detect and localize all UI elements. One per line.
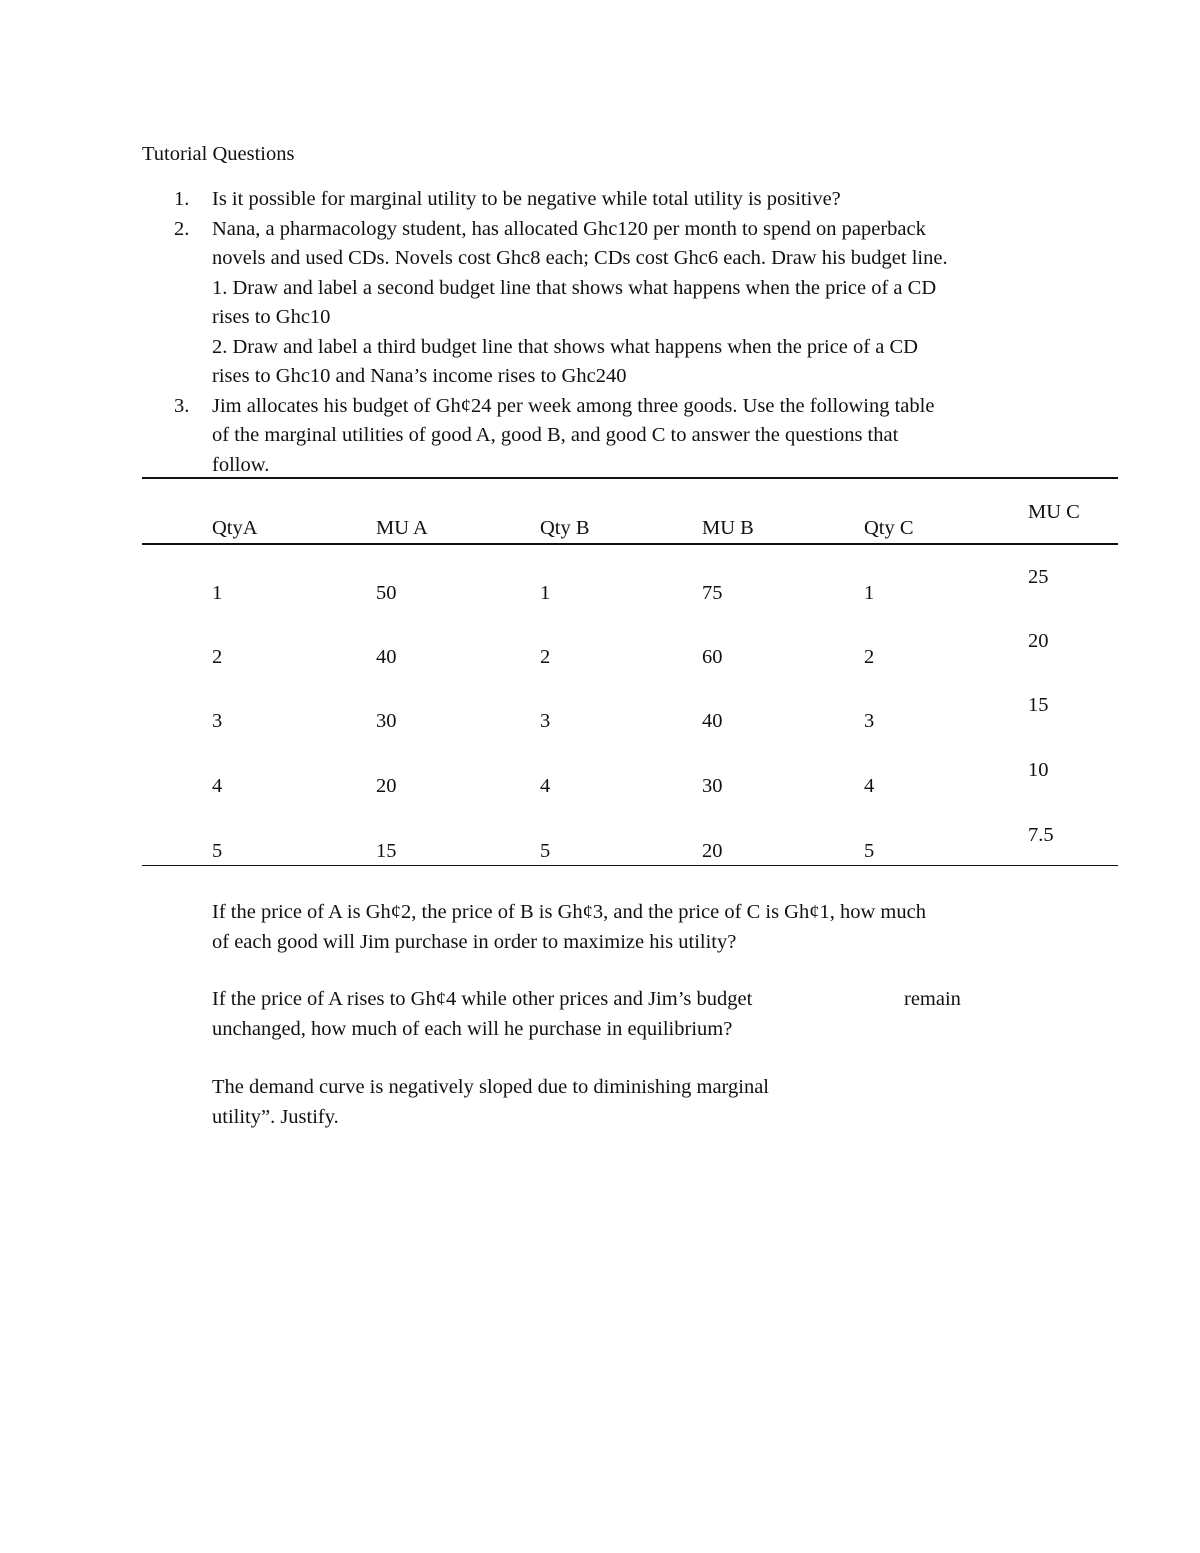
followup-question-1 (212, 898, 926, 957)
question-line: Is it possible for marginal utility to be negative while total utility is positive? (212, 188, 841, 210)
table-cell: 30 (376, 710, 397, 732)
table-cell: 3 (212, 710, 223, 732)
question-line: follow. (212, 453, 270, 476)
followup-question-2 (212, 985, 992, 1044)
paragraph-line: utility”. Justify. (212, 1105, 339, 1128)
question-list (142, 185, 1102, 480)
question-line: 2. Draw and label a third budget line that shows what happens when the price of a CD (212, 335, 918, 358)
paragraph-text: If the price of A rises to Gh¢4 while other prices and Jim’s budget (212, 988, 753, 1010)
paragraph-line: The demand curve is negatively sloped due to diminishing marginal (212, 1076, 769, 1098)
table-cell: 15 (1028, 694, 1049, 716)
table-cell: 15 (376, 840, 397, 862)
question-2 (142, 215, 1102, 392)
table-cell: 10 (1028, 759, 1049, 781)
column-header: MU C (1028, 501, 1080, 523)
paragraph-line (212, 985, 992, 1015)
table-bottom-rule (142, 865, 1118, 866)
table-cell: 1 (864, 582, 875, 604)
table-cell: 3 (864, 710, 875, 732)
column-header: MU B (702, 517, 754, 539)
paragraph-line: unchanged, how much of each will he purchase in equilibrium? (212, 1017, 733, 1040)
question-1 (142, 185, 1102, 215)
table-top-rule (142, 477, 1118, 479)
table-cell: 20 (1028, 630, 1049, 652)
paragraph-line: If the price of A is Gh¢2, the price of B is Gh¢3, and the price of C is Gh¢1, how much (212, 901, 926, 923)
table-cell: 50 (376, 582, 397, 604)
table-cell: 40 (376, 646, 397, 668)
table-cell: 5 (864, 840, 875, 862)
paragraph-text: remain (904, 988, 961, 1010)
table-header-rule (142, 543, 1118, 545)
table-cell: 30 (702, 775, 723, 797)
table-cell: 75 (702, 582, 723, 604)
table-cell: 2 (540, 646, 551, 668)
table-cell: 2 (864, 646, 875, 668)
table-cell: 20 (376, 775, 397, 797)
question-line: rises to Ghc10 and Nana’s income rises to Ghc240 (212, 365, 627, 387)
table-cell: 7.5 (1028, 824, 1054, 846)
question-number: 1. (174, 188, 190, 210)
column-header: Qty B (540, 517, 590, 539)
column-header: Qty C (864, 517, 914, 539)
question-line: Jim allocates his budget of Gh¢24 per week among three goods. Use the following table (212, 394, 935, 417)
table-cell: 60 (702, 646, 723, 668)
followup-question-3 (212, 1073, 769, 1132)
question-3 (142, 392, 1102, 481)
table-cell: 5 (540, 840, 551, 862)
table-cell: 4 (864, 775, 875, 797)
table-cell: 25 (1028, 566, 1049, 588)
table-cell: 2 (212, 646, 223, 668)
table-cell: 40 (702, 710, 723, 732)
table-cell: 20 (702, 840, 723, 862)
column-header: MU A (376, 517, 428, 539)
question-line: rises to Ghc10 (212, 306, 331, 328)
column-header: QtyA (212, 517, 258, 539)
question-number: 2. (174, 217, 190, 240)
question-line: of the marginal utilities of good A, good B, and good C to answer the questions that (212, 424, 899, 446)
question-line: 1. Draw and label a second budget line that shows what happens when the price of a CD (212, 276, 937, 299)
table-cell: 4 (212, 775, 223, 797)
table-cell: 1 (540, 582, 551, 604)
paragraph-line: of each good will Jim purchase in order to maximize his utility? (212, 930, 737, 953)
question-number: 3. (174, 394, 190, 417)
question-line: novels and used CDs. Novels cost Ghc8 each; CDs cost Ghc6 each. Draw his budget line. (212, 247, 948, 269)
table-cell: 5 (212, 840, 223, 862)
table-cell: 1 (212, 582, 223, 604)
question-line: Nana, a pharmacology student, has allocated Ghc120 per month to spend on paperback (212, 217, 926, 240)
table-cell: 4 (540, 775, 551, 797)
page-title: Tutorial Questions (142, 143, 295, 165)
table-cell: 3 (540, 710, 551, 732)
